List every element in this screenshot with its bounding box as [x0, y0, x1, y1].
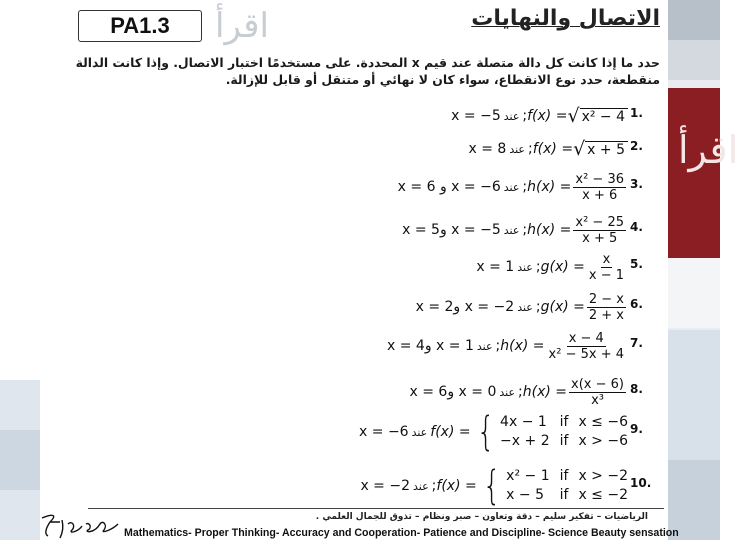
- problem-9: [359, 409, 628, 455]
- problem-6: x = 2و x = −2 عند ; g(x) = $\frac{2 - x}{2 + x}$: [415, 291, 624, 323]
- at-label: عند: [413, 479, 429, 493]
- fraction: $\frac{\text{x² − 36}}{x + 6}$: [575, 171, 624, 203]
- problem-values: x = −5: [451, 108, 501, 124]
- signature-icon: [38, 512, 122, 540]
- piecewise-cases: x² − 1 if x > −2 x − 5 if x ≤ −2: [506, 468, 628, 503]
- problem-values: x = −6: [359, 424, 409, 440]
- fraction: $\frac{x(x - 6)}{\text{x³}}$: [571, 376, 624, 408]
- fraction: $\frac{2 - x}{2 + x}$: [588, 291, 624, 323]
- top-logo-icon: اقرأ: [215, 6, 269, 46]
- problem-values: x = 5و x = −5: [402, 222, 501, 238]
- problem-number: 8.: [630, 382, 643, 396]
- problem-values: x = 1: [476, 259, 515, 275]
- function-name: h(x) =: [527, 222, 572, 238]
- page-title: الاتصال والنهايات: [471, 6, 660, 31]
- problem-number: 5.: [630, 257, 643, 271]
- function-name: f(x) =: [430, 424, 471, 440]
- problem-number: 1.: [630, 106, 643, 120]
- problem-number: 6.: [630, 297, 643, 311]
- problem-values: x = 6 و x = −6: [397, 179, 501, 195]
- problem-number: 7.: [630, 336, 643, 350]
- problem-number: 4.: [630, 220, 643, 234]
- left-brace: {: [476, 409, 495, 455]
- at-label: عند: [517, 260, 533, 274]
- problem-1: x = −5 عند ; f(x) = √ x² − 4: [451, 106, 628, 126]
- function-name: f(x) =: [436, 478, 477, 494]
- problem-number: 2.: [630, 139, 643, 153]
- problem-number: 10.: [630, 476, 652, 490]
- piecewise-cases: 4x − 1 if x ≤ −6 −x + 2 if x > −6: [500, 414, 628, 449]
- function-name: h(x) =: [522, 384, 568, 400]
- fraction: $\frac{\text{x² − 25}}{x + 5}$: [575, 214, 624, 246]
- function-name: g(x) =: [540, 299, 585, 315]
- left-decorative-block: [0, 430, 40, 490]
- at-label: عند: [503, 109, 520, 123]
- sqrt-expression: √ x + 5: [573, 140, 628, 158]
- problem-number: 9.: [630, 422, 643, 436]
- function-name: h(x) =: [527, 179, 572, 195]
- function-name: h(x) =: [500, 338, 545, 354]
- problem-8: x = 6و x = 0 عند ; h(x) = $\frac{x(x - 6)}{\text{x³}}$: [409, 376, 624, 408]
- at-label: عند: [503, 223, 520, 237]
- lesson-id-box: PA1.3: [78, 10, 202, 42]
- footer-divider: [88, 508, 664, 509]
- problem-4: x = 5و x = −5 عند ; h(x) = $\frac{\text{x² − 25}}{x + 5}$: [402, 214, 624, 246]
- problem-3: x = 6 و x = −6 عند ; h(x) = $\frac{\text{x² − 36}}{x + 6}$: [397, 171, 624, 203]
- problem-values: x = 6و x = 0: [409, 384, 497, 400]
- left-brace: {: [482, 463, 501, 509]
- at-label: عند: [509, 142, 526, 156]
- problem-values: x = 2و x = −2: [415, 299, 515, 315]
- problem-10: x = −2 عند ; f(x) = { x² − 1 if x > −2 x − 5 if x ≤ −2: [360, 463, 628, 509]
- problem-7: x = 4و x = 1 عند ; h(x) = $\frac{x - 4}{\text{x² − 5x + 4}}$: [387, 330, 624, 362]
- right-decorative-panel: [668, 0, 738, 540]
- at-label: عند: [476, 339, 493, 353]
- problem-values: x = 4و x = 1: [387, 338, 474, 354]
- at-label: عند: [503, 180, 520, 194]
- sqrt-expression: √ x² − 4: [567, 107, 628, 125]
- function-name: g(x) =: [540, 259, 585, 275]
- fraction: $\frac{x - 4}{\text{x² − 5x + 4}}$: [548, 330, 624, 362]
- at-label: عند: [499, 385, 516, 399]
- at-label: عند: [517, 300, 533, 314]
- footer-values-arabic: الرياضيات – تفكير سليم – دقة وتعاون – صبر ونظام – تذوق للجمال العلمي .: [315, 512, 648, 522]
- at-label: عند: [411, 425, 428, 439]
- problem-values: x = 8: [468, 141, 507, 157]
- function-name: f(x) =: [532, 141, 574, 157]
- problem-2: x = 8 عند ; f(x) = √ x + 5: [469, 139, 628, 159]
- fraction: $\frac{x}{x - 1}$: [588, 251, 624, 283]
- function-name: f(x) =: [527, 108, 568, 124]
- side-logo-icon: اقرأ: [678, 128, 738, 172]
- problem-5: x = 1 عند ; g(x) = $\frac{x}{x - 1}$: [476, 251, 624, 283]
- instructions-text: حدد ما إذا كانت كل دالة متصلة عند قيم x المحددة. على مستخدمًا اختبار الاتصال. وإذا كانت الدالة منقطعة، حدد نوع الانقطاع، سواء كان لا نهائي أو متنقل أو قابل للإزالة.: [75, 55, 660, 87]
- problem-number: 3.: [630, 177, 643, 191]
- problem-values: x = −2: [360, 478, 410, 494]
- footer-values-english: Mathematics- Proper Thinking- Accuracy and Cooperation- Patience and Discipline- Science Beauty sensation: [124, 527, 679, 539]
